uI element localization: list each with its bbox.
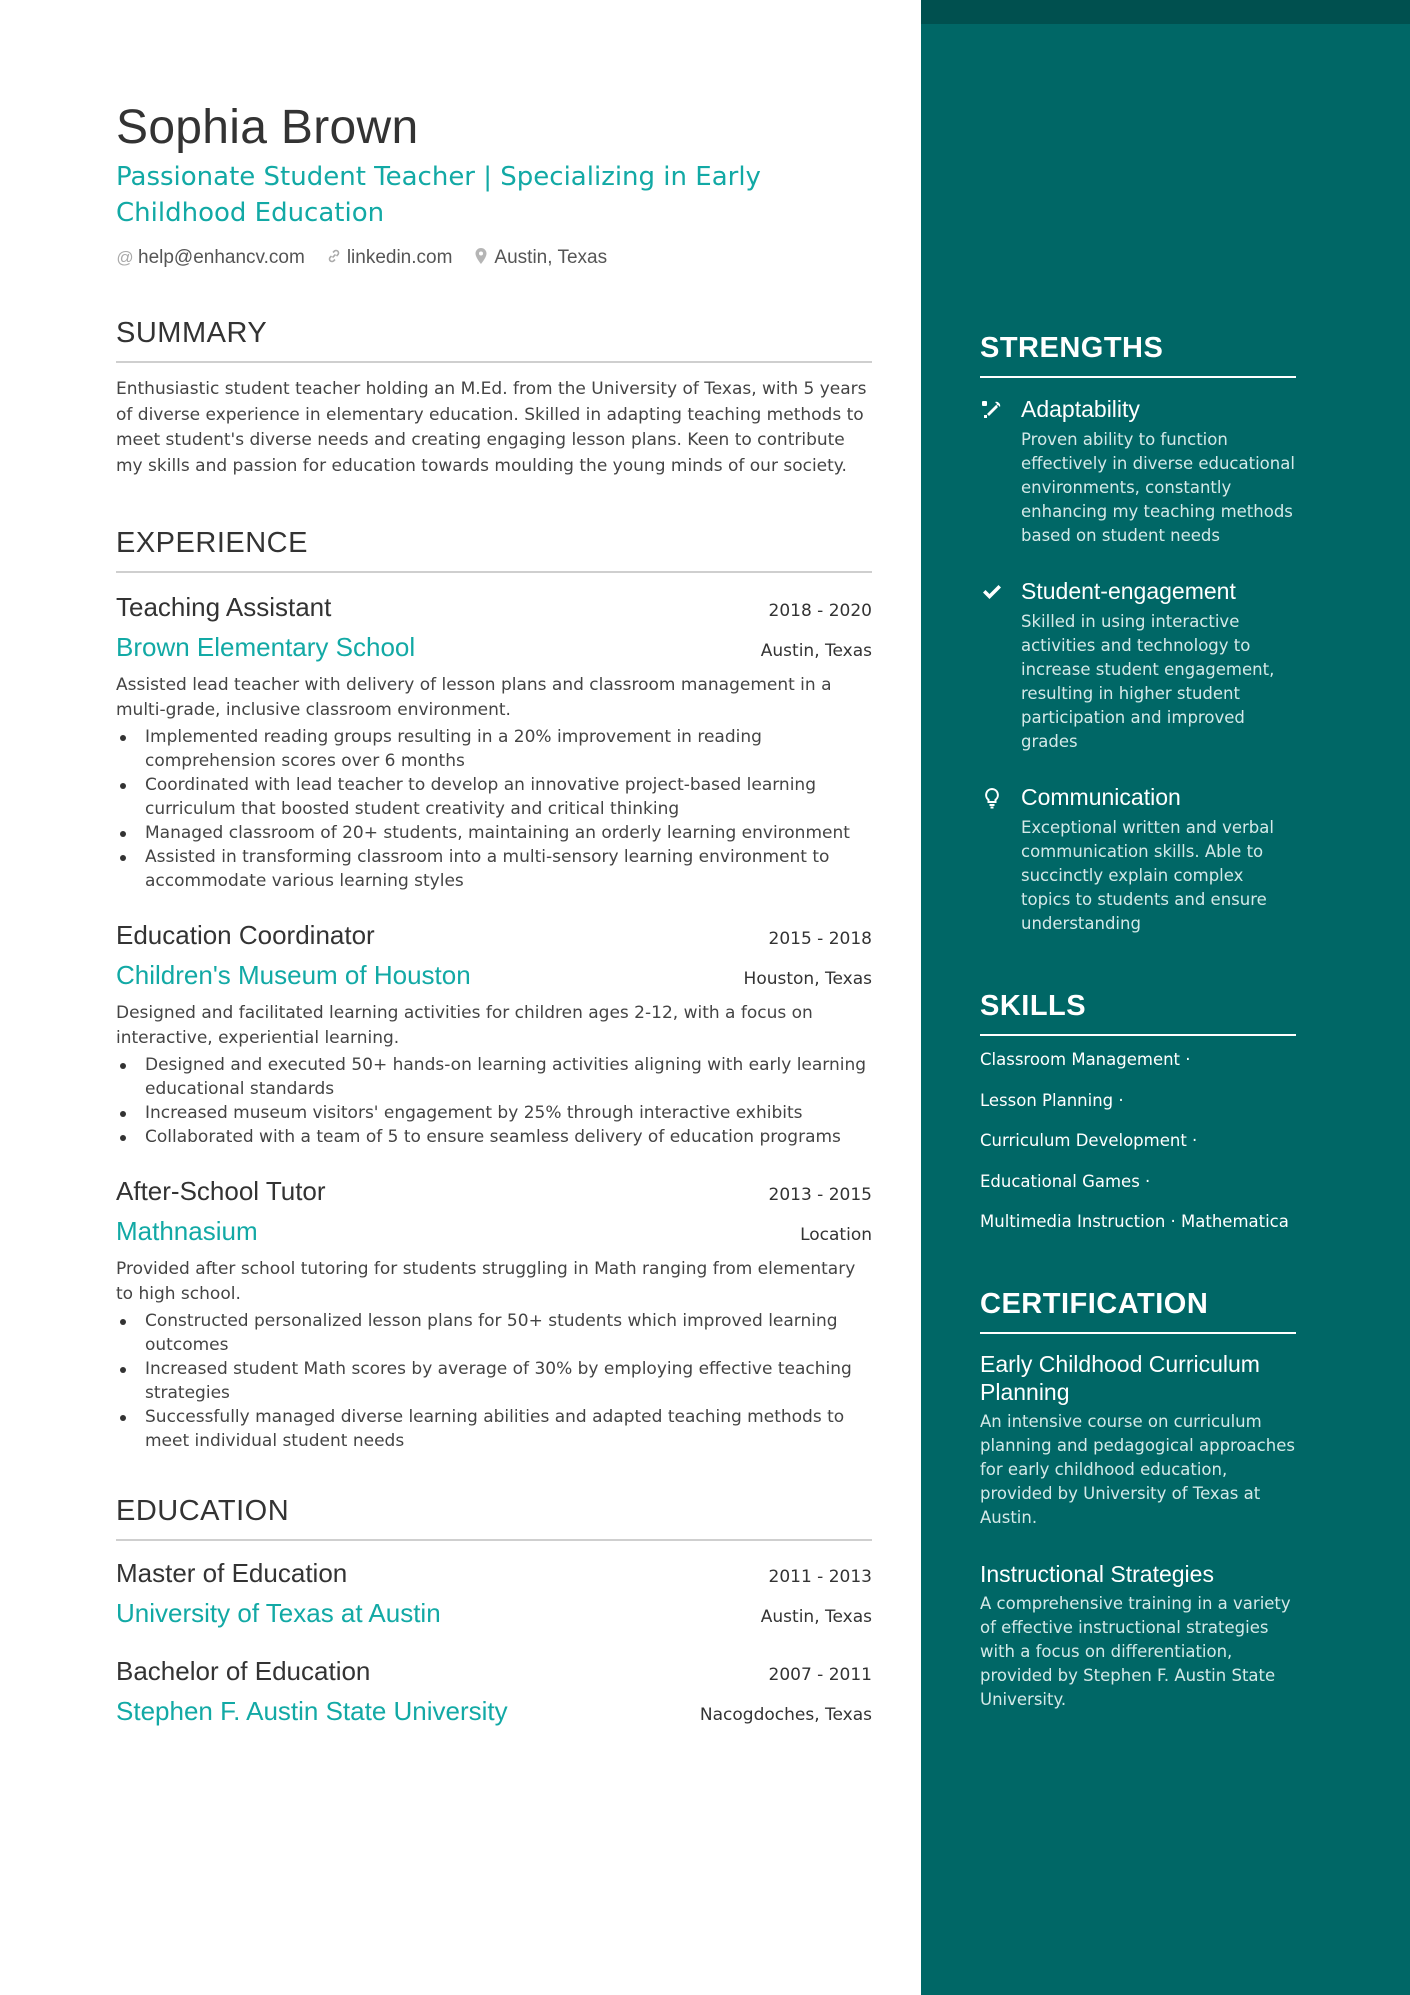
strength-title: Communication [1021,784,1181,810]
job-entry [116,589,872,893]
experience-divider [116,571,872,573]
list-item: Increased museum visitors' engagement by 25% through interactive exhibits [116,1101,872,1125]
skills-heading: SKILLS [980,990,1087,1022]
education-date: 2007 - 2011 [768,1665,872,1686]
education-heading: EDUCATION [116,1495,290,1528]
experience-heading: EXPERIENCE [116,527,308,560]
list-item: Successfully managed diverse learning abilities and adapted teaching methods to meet individual student needs [116,1405,872,1453]
list-item: Coordinated with lead teacher to develop an innovative project-based learning curriculum that boosted student creativity and critical thinking [116,773,872,821]
strength-title: Student-engagement [1021,578,1236,604]
summary-heading: SUMMARY [116,317,268,349]
strengths-divider [980,376,1296,378]
job-description: Designed and facilitated learning activities for children ages 2-12, with a focus on interactive, experiential learning. [116,1003,813,1048]
job-date: 2015 - 2018 [768,929,872,950]
job-location: Location [800,1225,872,1246]
list-item: Constructed personalized lesson plans for 50+ students which improved learning outcomes [116,1309,872,1357]
contact-email[interactable] [116,247,305,269]
list-item: Managed classroom of 20+ students, maintaining an orderly learning environment [116,821,872,845]
strength-description: Exceptional written and verbal communication skills. Able to succinctly explain complex topics to students and ensure understanding [1021,818,1274,933]
summary-divider [116,361,872,363]
school-name: University of Texas at Austin [116,1598,441,1629]
school-location: Nacogdoches, Texas [699,1705,872,1726]
certification-title: Early Childhood Curriculum Planning [980,1351,1260,1405]
skills-list [980,1048,1296,1234]
job-entry [116,917,872,1149]
contact-info [116,243,921,273]
job-title: Teaching Assistant [116,592,332,623]
job-date: 2013 - 2015 [768,1185,872,1206]
lightbulb-icon [980,782,1021,936]
job-bullets [116,1053,872,1149]
job-title: After-School Tutor [116,1176,326,1207]
sidebar [921,0,1410,1995]
strength-item [980,394,1296,548]
strength-title: Adaptability [1021,396,1140,422]
degree: Master of Education [116,1558,348,1589]
certification-heading: CERTIFICATION [980,1288,1209,1320]
summary-section [116,315,921,479]
skill-item: Educational Games · [980,1171,1151,1191]
school-name: Stephen F. Austin State University [116,1696,508,1727]
job-company: Mathnasium [116,1216,258,1247]
skills-section [980,988,1296,1234]
certification-description: A comprehensive training in a variety of effective instructional strategies with a focus on differentiation, provided by Stephen F. Austin State University. [980,1594,1291,1709]
education-date: 2011 - 2013 [768,1567,872,1588]
skills-divider [980,1034,1296,1036]
contact-linkedin[interactable] [325,247,453,269]
sidebar-top-band [921,0,1410,24]
candidate-name: Sophia Brown [116,101,419,154]
job-bullets [116,1309,872,1453]
list-item: Implemented reading groups resulting in a 20% improvement in reading comprehension scores over 6 months [116,725,872,773]
list-item: Assisted in transforming classroom into a multi-sensory learning environment to accommodate various learning styles [116,845,872,893]
list-item: Designed and executed 50+ hands-on learning activities aligning with early learning educational standards [116,1053,872,1101]
strength-description: Proven ability to function effectively in diverse educational environments, constantly enhancing my teaching methods based on student needs [1021,430,1295,545]
strength-description: Skilled in using interactive activities and technology to increase student engagement, resulting in higher student participation and improved grades [1021,612,1275,751]
education-entry [116,1653,872,1729]
job-description: Provided after school tutoring for students struggling in Math ranging from elementary to high school. [116,1259,856,1304]
summary-text: Enthusiastic student teacher holding an M.Ed. from the University of Texas, with 5 years of diverse experience in elementary education. Skilled in adapting teaching methods to meet student's diverse needs and creating engaging lesson plans. Keen to contribute my skills and passion for education towards moulding the young minds of our society. [116,379,867,476]
contact-linkedin-text: linkedin.com [346,247,453,268]
certification-description: An intensive course on curriculum planning and pedagogical approaches for early childhood education, provided by University of Texas at Austin. [980,1412,1295,1527]
job-date: 2018 - 2020 [768,601,872,622]
link-icon [325,248,343,269]
list-item: Increased student Math scores by average of 30% by employing effective teaching strategies [116,1357,872,1405]
skill-item: Lesson Planning · [980,1090,1124,1110]
checkmark-icon [980,576,1021,754]
job-company: Brown Elementary School [116,632,416,663]
job-location: Houston, Texas [743,969,872,990]
job-bullets [116,725,872,893]
skill-item: Multimedia Instruction · Mathematica [980,1212,1289,1231]
experience-section [116,525,921,1453]
job-location: Austin, Texas [760,641,872,662]
education-entry [116,1555,872,1631]
certification-title: Instructional Strategies [980,1561,1214,1587]
strength-item [980,576,1296,754]
education-divider [116,1539,872,1541]
certification-item [980,1560,1296,1712]
location-pin-icon [472,247,490,270]
skill-item: Curriculum Development · [980,1131,1198,1150]
job-company: Children's Museum of Houston [116,960,471,991]
certification-divider [980,1332,1296,1334]
school-location: Austin, Texas [760,1607,872,1628]
certification-item [980,1350,1296,1530]
contact-email-text: help@enhancv.com [138,247,305,268]
tools-icon [980,394,1021,548]
degree: Bachelor of Education [116,1656,371,1687]
strength-item [980,782,1296,936]
strengths-section [980,330,1296,936]
job-title: Education Coordinator [116,920,375,951]
education-section [116,1493,921,1729]
skill-item: Classroom Management · [980,1050,1191,1069]
candidate-tagline: Passionate Student Teacher | Specializing in Early Childhood Education [116,162,761,228]
contact-location [472,247,607,270]
job-entry [116,1173,872,1453]
contact-location-text: Austin, Texas [494,247,608,268]
at-icon: @ [116,248,134,267]
certification-section [980,1286,1296,1712]
job-description: Assisted lead teacher with delivery of lesson plans and classroom management in a multi-grade, inclusive classroom environment. [116,675,832,720]
strengths-heading: STRENGTHS [980,332,1164,364]
list-item: Collaborated with a team of 5 to ensure seamless delivery of education programs [116,1125,872,1149]
